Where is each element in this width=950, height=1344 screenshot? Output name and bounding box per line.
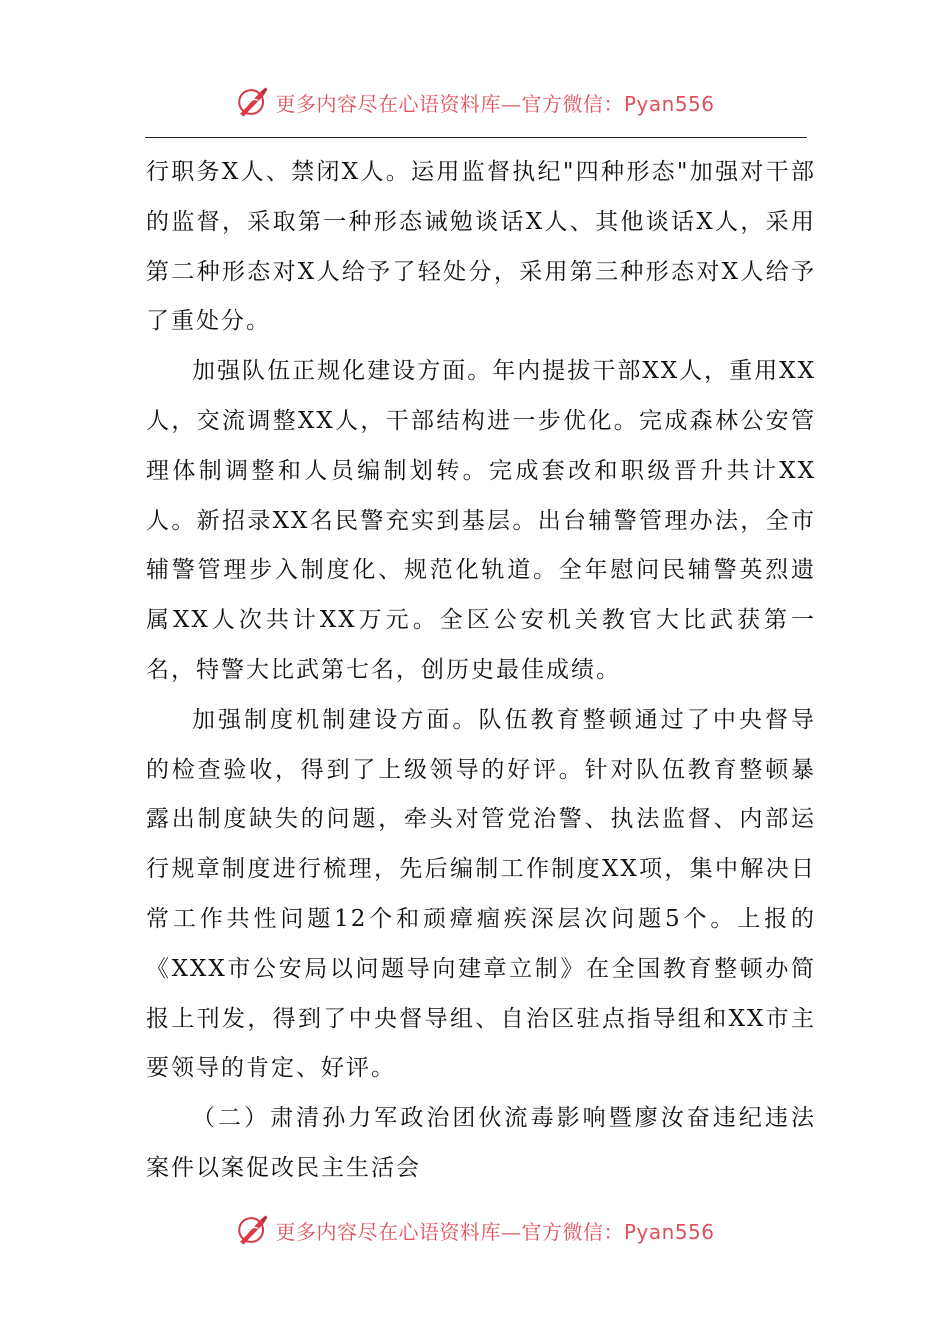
section-heading: （二）肃清孙力军政治团伙流毒影响暨廖汝奋违纪违法案件以案促改民主生活会 — [146, 1105, 816, 1181]
pen-logo-icon — [235, 1213, 269, 1247]
paragraph-system-building: 加强制度机制建设方面。队伍教育整顿通过了中央督导的检查验收，得到了上级领导的好评。针对队伍教育整顿暴露出制度缺失的问题，牵头对管党治警、执法监督、内部运行规章制度进行梳理，先后编制工作制度XX项，集中解决日常工作共性问题12个和顽瘴痼疾深层次问题5个。上报的《XXX市公安局以问题导向建章立制》在全国教育整顿办简报上刊发，得到了中央督导组、自治区驻点指导组和XX市主要领导的肯定、好评。 — [146, 706, 816, 1082]
document-body — [146, 148, 816, 1194]
wechat-id: Pyan556 — [623, 91, 715, 116]
paragraph-team-building: 加强队伍正规化建设方面。年内提拔干部XX人，重用XX人，交流调整XX人，干部结构进一步优化。完成森林公安管理体制调整和人员编制划转。完成套改和职级晋升共计XX人。新招录XX名民警充实到基层。出台辅警管理办法，全市辅警管理步入制度化、规范化轨道。全年慰问民辅警英烈遗属XX人次共计XX万元。全区公安机关教官大比武获第一名，特警大比武第七名，创历史最佳成绩。 — [146, 358, 816, 683]
watermark-text: 更多内容尽在心语资料库—官方微信：Pyan556 — [275, 91, 715, 116]
footer-watermark — [0, 1210, 950, 1250]
wechat-id: Pyan556 — [623, 1219, 715, 1244]
header-divider — [145, 137, 807, 138]
paragraph-continued: 行职务X人、禁闭X人。运用监督执纪"四种形态"加强对干部的监督，采取第一种形态诫勉谈话X人、其他谈话X人，采用第二种形态对X人给予了轻处分，采用第三种形态对X人给予了重处分。 — [146, 159, 816, 335]
watermark-text: 更多内容尽在心语资料库—官方微信：Pyan556 — [275, 1219, 715, 1244]
pen-logo-icon — [235, 85, 269, 119]
header-watermark — [0, 82, 950, 122]
